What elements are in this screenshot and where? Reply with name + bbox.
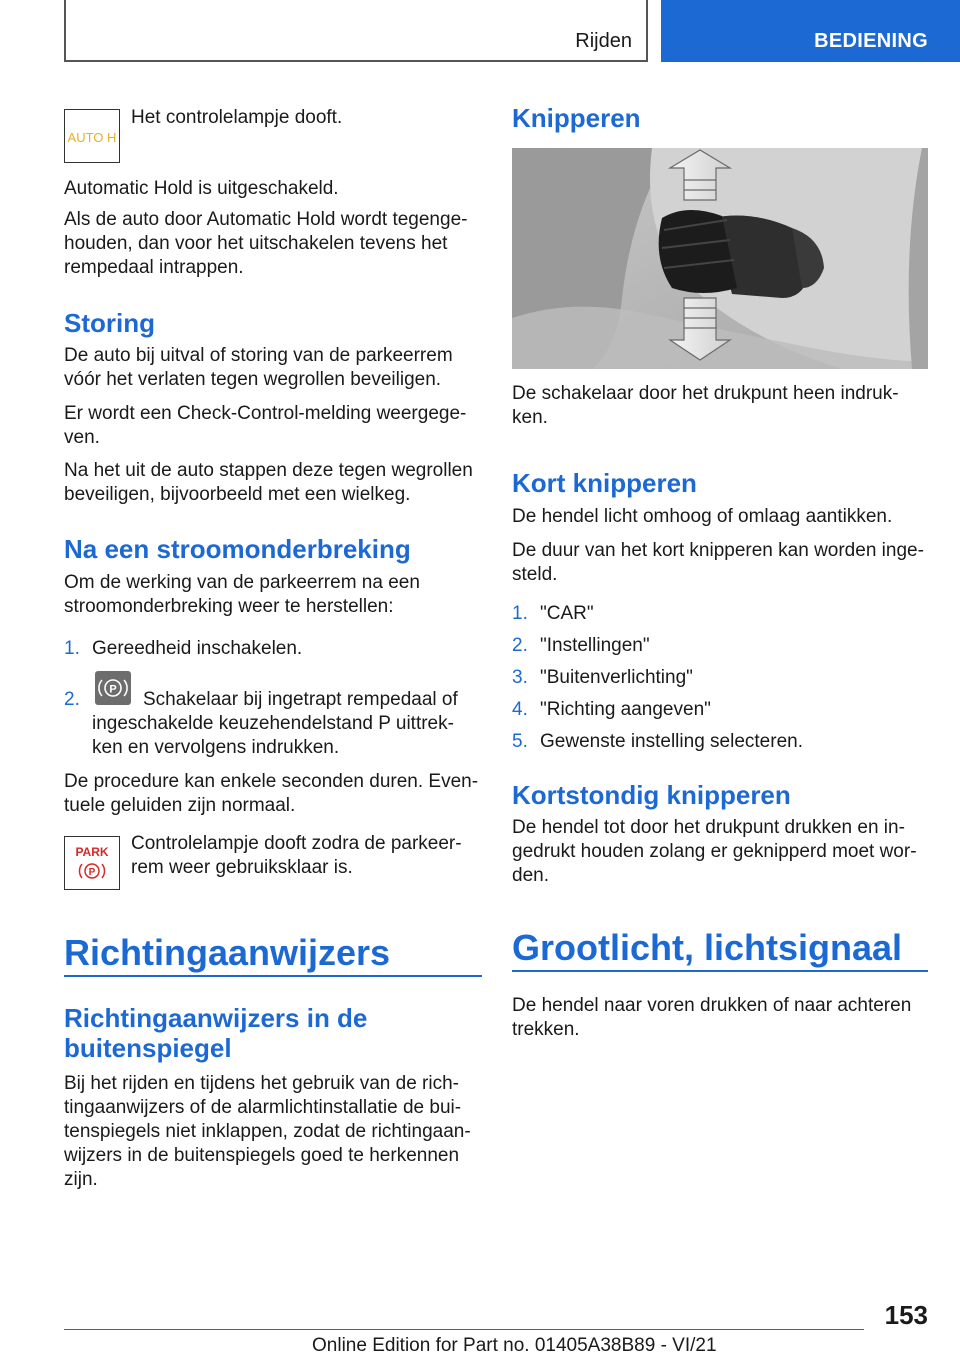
- list-item-text: ken en vervolgens indrukken.: [92, 737, 340, 758]
- footer-rule: [64, 1329, 864, 1330]
- auto-hold-indicator-icon: [64, 109, 120, 163]
- park-warning-indicator-icon: [64, 836, 120, 890]
- turn-signal-lever-illustration: [512, 148, 928, 369]
- chapter-heading-richtingaanwijzers: Richtingaanwijzers: [64, 932, 391, 973]
- list-item: 2. "Instellingen": [512, 635, 650, 656]
- subsection-heading-buitenspiegel: Richtingaanwijzers in de buitenspiegel: [64, 1003, 368, 1063]
- chapter-title: BEDIENING: [814, 30, 928, 52]
- svg-text:P: P: [88, 867, 96, 878]
- paragraph: De duur van het kort knipperen kan worden inge- steld.: [512, 540, 924, 585]
- lever-illustration: [512, 148, 928, 369]
- paragraph: Er wordt een Check-Control-melding weergege- ven.: [64, 403, 467, 448]
- section-heading-knipperen: Knipperen: [512, 103, 641, 133]
- paragraph: De hendel tot door het drukpunt drukken en in- gedrukt houden zolang er geknipperd moet wor- den.: [512, 817, 917, 886]
- paragraph: De procedure kan enkele seconden duren. Even- tuele geluiden zijn normaal.: [64, 771, 479, 816]
- auto-hold-icon: [65, 110, 119, 162]
- header-section-box: [64, 0, 648, 62]
- heading-rule: [64, 975, 482, 977]
- auto-hold-status-text: Het controlelampje dooft.: [131, 107, 343, 128]
- section-heading-kortstondig-knipperen: Kortstondig knipperen: [512, 780, 791, 810]
- list-item: 3. "Buitenverlichting": [512, 667, 693, 688]
- section-heading-stroomonderbreking: Na een stroomonderbreking: [64, 534, 411, 564]
- list-item-text: ingeschakelde keuzehendelstand P uittrek-: [92, 713, 454, 734]
- list-item-text: Schakelaar bij ingetrapt rempedaal of: [143, 689, 458, 710]
- svg-text:PARK: PARK: [75, 845, 109, 859]
- section-title: Rijden: [575, 30, 632, 52]
- section-heading-kort-knipperen: Kort knipperen: [512, 468, 697, 498]
- page-number: 153: [884, 1300, 928, 1330]
- parking-brake-switch-icon: [95, 671, 131, 705]
- footer-edition: Online Edition for Part no. 01405A38B89 - VI/21: [312, 1335, 717, 1356]
- list-item: 1. "CAR": [512, 603, 594, 624]
- list-item: 2.: [64, 689, 80, 710]
- heading-rule: [512, 970, 928, 972]
- chapter-tab: [661, 0, 960, 62]
- park-status-text: Controlelampje dooft zodra de parkeer- rem weer gebruiksklaar is.: [131, 833, 462, 878]
- paragraph: Bij het rijden en tijdens het gebruik van de rich- tingaanwijzers of de alarmlichtinstallatie de bui- tenspiegels niet inklappen, zodat de richtingaan- wijzers in de buitenspiegels goed te herkennen zijn.: [64, 1073, 471, 1190]
- paragraph: De auto bij uitval of storing van de parkeerrem vóór het verlaten tegen wegrollen beveiligen.: [64, 345, 453, 390]
- paragraph: Automatic Hold is uitgeschakeld.: [64, 178, 339, 199]
- paragraph: Als de auto door Automatic Hold wordt tegenge- houden, dan voor het uitschakelen tevens het rempedaal intrappen.: [64, 209, 468, 278]
- paragraph: De hendel naar voren drukken of naar achteren trekken.: [512, 995, 912, 1040]
- chapter-heading-grootlicht: Grootlicht, lichtsignaal: [512, 927, 903, 968]
- paragraph: De schakelaar door het drukpunt heen indruk- ken.: [512, 383, 899, 428]
- svg-text:P: P: [109, 683, 117, 696]
- paragraph: De hendel licht omhoog of omlaag aantikken.: [512, 506, 893, 527]
- list-item: 4. "Richting aangeven": [512, 699, 711, 720]
- list-item: 5. Gewenste instelling selecteren.: [512, 731, 803, 752]
- paragraph: Om de werking van de parkeerrem na een stroomonderbreking weer te herstellen:: [64, 572, 420, 617]
- svg-text:AUTO H: AUTO H: [67, 130, 117, 145]
- section-heading-storing: Storing: [64, 308, 155, 338]
- paragraph: Na het uit de auto stappen deze tegen wegrollen beveiligen, bijvoorbeeld met een wielkeg.: [64, 460, 473, 505]
